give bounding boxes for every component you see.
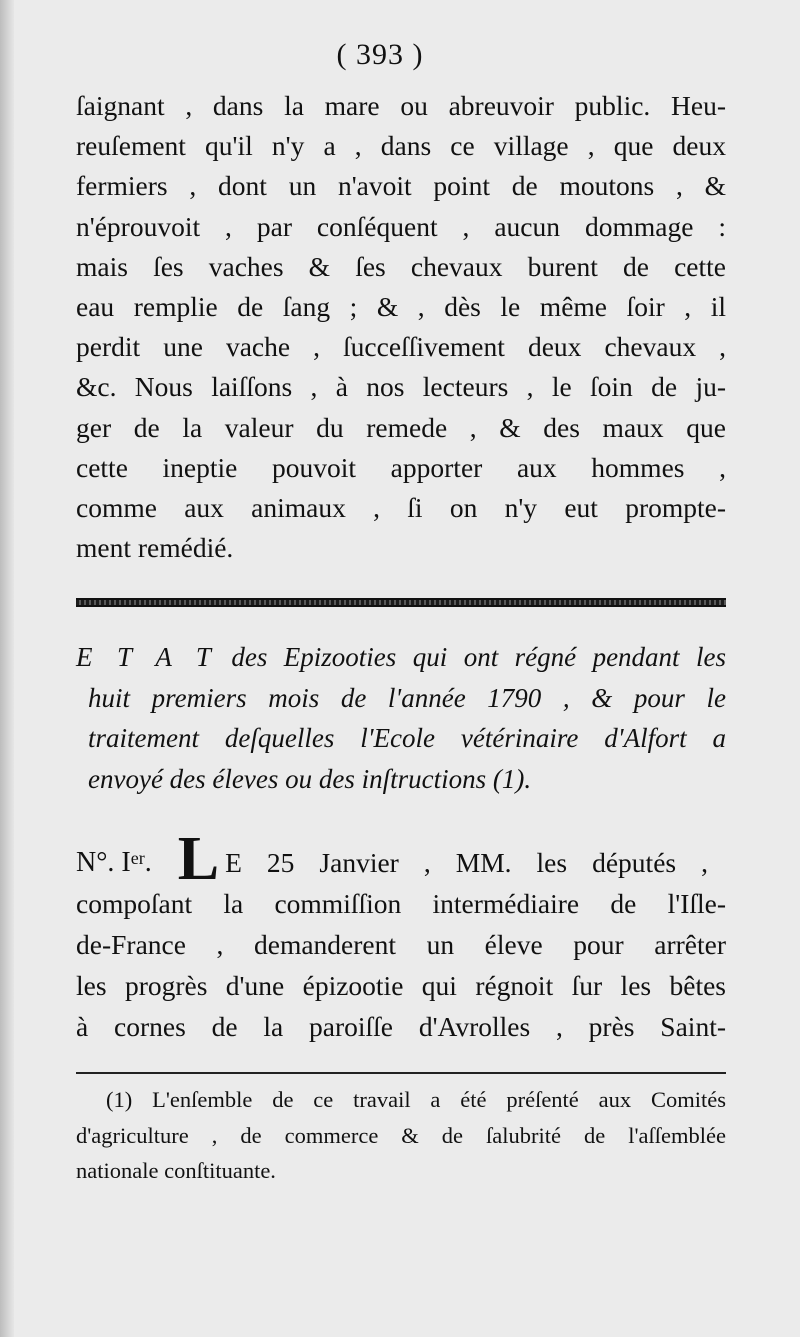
heading-line: traitement deſquelles l'Ecole vétérinaire d'Alfort a bbox=[88, 723, 726, 753]
section-divider bbox=[76, 598, 726, 607]
article-number-text: N°. I bbox=[76, 847, 131, 878]
article-line: à cornes de la paroiſſe d'Avrolles , près Saint- bbox=[76, 1011, 726, 1042]
heading-line: envoyé des éleves ou des inſtructions (1). bbox=[88, 763, 532, 794]
article-line: de-France , demanderent un éleve pour arrêter bbox=[76, 929, 726, 960]
article-paragraph bbox=[76, 825, 726, 1047]
heading-text: des Epizooties qui ont régné pendant les bbox=[231, 642, 726, 672]
body-line: &c. Nous laiſſons , à nos lecteurs , le ſoin de ju- bbox=[76, 371, 726, 403]
article-number-end: . bbox=[144, 847, 152, 878]
body-line: ment remédié. bbox=[76, 532, 234, 564]
heading-lead: E T A T bbox=[76, 642, 215, 672]
body-line: perdit une vache , ſucceſſivement deux chevaux , bbox=[76, 331, 726, 363]
footnote-line: nationale conſtituante. bbox=[76, 1158, 276, 1183]
body-line: mais ſes vaches & ſes chevaux burent de cette bbox=[76, 250, 726, 282]
article-line: les progrès d'une épizootie qui régnoit ſur les bêtes bbox=[76, 970, 726, 1001]
body-line: reuſement qu'il n'y a , dans ce village , que deux bbox=[76, 130, 726, 162]
body-line: ſaignant , dans la mare ou abreuvoir public. Heu- bbox=[76, 90, 726, 121]
page-number: ( 393 ) bbox=[336, 38, 424, 71]
section-heading bbox=[76, 637, 726, 799]
body-line: fermiers , dont un n'avoit point de moutons , & bbox=[76, 170, 726, 202]
drop-cap: L bbox=[177, 825, 220, 893]
article-first-line bbox=[76, 825, 726, 893]
article-line: E 25 Janvier , MM. les députés , bbox=[225, 847, 708, 878]
article-number bbox=[76, 842, 152, 883]
body-line: cette ineptie pouvoit apporter aux hommes , bbox=[76, 451, 726, 483]
page-edge bbox=[0, 0, 14, 1337]
body-line: n'éprouvoit , par conſéquent , aucun dommage : bbox=[76, 210, 726, 242]
article-number-sup: er bbox=[130, 848, 145, 868]
body-line: ger de la valeur du remede , & des maux que bbox=[76, 411, 726, 443]
footnote bbox=[76, 1082, 726, 1189]
article-line: compoſant la commiſſion intermédiaire de l'Iſle- bbox=[76, 888, 726, 919]
body-paragraph bbox=[76, 86, 726, 568]
footnote-line: (1) L'enſemble de ce travail a été préſenté aux Comités bbox=[106, 1087, 726, 1112]
heading-line bbox=[76, 637, 726, 678]
body-line: comme aux animaux , ſi on n'y eut prompte- bbox=[76, 492, 726, 524]
footnote-line: d'agriculture , de commerce & de ſalubrité de l'aſſemblée bbox=[76, 1122, 726, 1148]
body-line: eau remplie de ſang ; & , dès le même ſoir , il bbox=[76, 291, 726, 323]
heading-line: huit premiers mois de l'année 1790 , & pour le bbox=[88, 682, 726, 713]
footnote-divider bbox=[76, 1072, 726, 1074]
